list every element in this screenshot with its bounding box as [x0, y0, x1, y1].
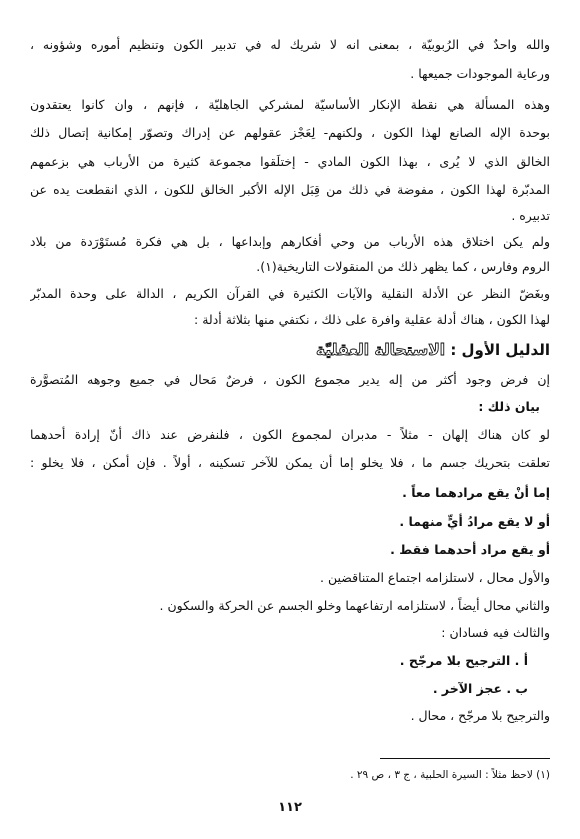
paragraph-6-line-2: تعلقت بتحريك جسم ما ، فلا يخلو إما أن يمكن للآخر تسكينه ، أولاً . فإن أمكن ، فلا يخلو :: [30, 455, 550, 470]
paragraph-3-line-1: ولم يكن اختلاق هذه الأرباب من وحي أفكارهم وإبداعها ، بل هي فكرة مُستَوْرَدة من بلاد: [30, 234, 550, 249]
conclusion: والترجيح بلا مرجّح ، محال .: [410, 708, 550, 723]
case-3: أو يقع مراد أحدهما فقط .: [390, 542, 550, 557]
paragraph-2-line-3: الخالق الذي لا يُرى ، بهذا الكون المادي - إختلَقوا مجموعة كثيرة من الأرباب هي بزعمهم: [30, 154, 550, 169]
paragraph-2-line-5: تدبيره .: [511, 208, 550, 223]
sub-case-b: ب . عجز الآخر .: [432, 681, 528, 696]
section-heading-prefix: الدليل الأول :: [450, 341, 550, 359]
paragraph-2-line-4: المدبّرة لهذا الكون ، مفوضة في ذلك من قِبَل الإله الأكبر الخالق للكون ، الذي انقطعت يده عن: [30, 182, 550, 197]
footnote-divider: [380, 758, 550, 759]
section-heading-title: الاستحالة العقليّة: [315, 341, 446, 359]
paragraph-4-line-1: وبغَضّ النظر عن الأدلة النقلية والآيات الكثيرة في القرآن الكريم ، الدالة على وحدة المدبّر: [30, 286, 550, 301]
sub-case-a: أ . الترجيح بلا مرجّح .: [399, 653, 528, 668]
case-2: أو لا يقع مرادُ أيٍّ منهما .: [399, 514, 550, 529]
paragraph-1-line-1: والله واحدٌ في الرُبوبيّة ، بمعنى انه لا شريك له في تدبير الكون وتنظيم أموره وشؤونه ،: [30, 37, 550, 52]
paragraph-3-line-2: الروم وفارس ، كما يظهر ذلك من المنقولات التاريخية(١).: [256, 259, 550, 274]
paragraph-2-line-2: بوحدة الإله الصانع لهذا الكون ، ولكنهم- لِعَجْز عقولهم عن إدراك وتصوّر إمكانية إتصال ذلك: [30, 125, 550, 140]
footnote: (١) لاحظ مثلاً : السيرة الحلبية ، ج ٣ ، ص ٢٩ .: [350, 769, 550, 781]
paragraph-2-line-1: وهذه المسألة هي نقطة الإنكار الأساسيّة لمشركي الجاهليّة ، فإنهم ، وان كانوا يعتقدون: [30, 97, 550, 112]
section-heading: [30, 341, 550, 359]
paragraph-5-line-2: بيان ذلك :: [478, 399, 540, 414]
page-number: ١١٢: [278, 800, 302, 815]
refutation-third: والثالث فيه فسادان :: [441, 625, 550, 640]
paragraph-4-line-2: لهذا الكون ، هناك أدلة عقلية وافرة على ذلك ، نكتفي منها بثلاثة أدلة :: [194, 312, 550, 327]
paragraph-6-line-1: لو كان هناك إلهان - مثلاً - مدبران لمجموع الكون ، فلنفرض عند ذاك أنّ إرادة أحدهما: [30, 427, 550, 442]
refutation-second: والثاني محال أيضاً ، لاستلزامه ارتفاعهما وخلو الجسم عن الحركة والسكون .: [159, 598, 550, 613]
case-1: إما أنْ يقع مرادهما معاً .: [402, 485, 550, 500]
paragraph-1-line-2: ورعاية الموجودات جميعها .: [410, 66, 550, 81]
refutation-first: والأول محال ، لاستلزامه اجتماع المتناقضين .: [320, 570, 550, 585]
paragraph-5-line-1: إن فرض وجود أكثر من إله يدير مجموع الكون ، فرضٌ مَحال في جميع وجوهه المُتصوَّرة: [30, 372, 550, 387]
